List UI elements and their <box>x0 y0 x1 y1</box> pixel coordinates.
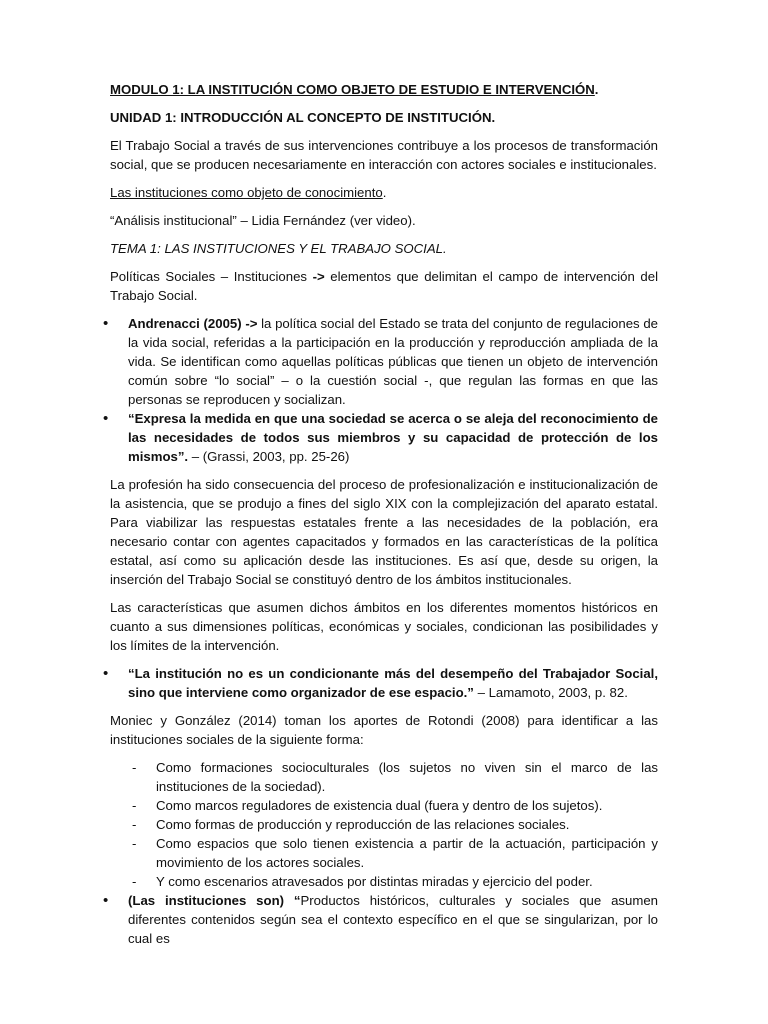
dash-item <box>110 758 658 796</box>
bullet-bold-text: “Expresa la medida en que una sociedad se acerca o se aleja del reconocimiento de las necesidades de todos sus miembros y su capacidad de protección de los mismos”. <box>128 411 658 464</box>
bullet-list-policies <box>103 314 658 466</box>
module-title-period: . <box>594 82 599 97</box>
dash-item <box>110 834 658 872</box>
section-heading <box>110 183 658 202</box>
bullet-bold-text: Andrenacci (2005) -> <box>128 316 258 331</box>
characteristics-paragraph: Las características que asumen dichos ámbitos en los diferentes momentos históricos en cuanto a sus dimensiones políticas, económicas y sociales, condicionan las posibilidades y los límites de la intervención. <box>110 600 658 653</box>
list-item <box>103 664 658 702</box>
bullet-icon: • <box>103 892 109 909</box>
theme-title: TEMA 1: LAS INSTITUCIONES Y EL TRABAJO SOCIAL. <box>110 241 447 256</box>
dash-item <box>110 796 658 815</box>
bullet-list-institution <box>103 664 658 702</box>
bullet-bold-text: “La institución no es un condicionante más del desempeño del Trabajador Social, sino que interviene como organizador de ese espacio.” <box>128 666 658 700</box>
list-item <box>103 891 659 948</box>
bullet-icon: • <box>103 410 109 427</box>
bullet-icon: • <box>103 315 109 332</box>
video-reference: “Análisis institucional” – Lidia Fernández (ver video). <box>110 213 416 228</box>
dash-item-text: Y como escenarios atravesados por distintas miradas y ejercicio del poder. <box>156 874 593 889</box>
dash-item-text: Como formas de producción y reproducción de las relaciones sociales. <box>156 817 570 832</box>
bullet-list-definition <box>103 891 659 948</box>
section-link: Las instituciones como objeto de conocimiento <box>110 185 383 200</box>
dash-list <box>110 758 658 891</box>
arrow-symbol: -> <box>312 269 325 284</box>
dash-item <box>110 815 658 834</box>
unit-title: UNIDAD 1: INTRODUCCIÓN AL CONCEPTO DE INSTITUCIÓN. <box>110 110 496 125</box>
intro-paragraph: El Trabajo Social a través de sus intervenciones contribuye a los procesos de transformación social, que se producen necesariamente en interacción con actores sociales e institucionales. <box>110 138 658 172</box>
bullet-text: – Lamamoto, 2003, p. 82. <box>473 685 628 700</box>
dash-icon: - <box>132 760 137 775</box>
dash-item-text: Como espacios que solo tienen existencia a partir de la actuación, participación y movimiento de los actores sociales. <box>156 836 658 870</box>
section-link-period: . <box>382 185 387 200</box>
module-title-text: MODULO 1: LA INSTITUCIÓN COMO OBJETO DE ESTUDIO E INTERVENCIÓN <box>110 82 595 97</box>
bullet-text: Productos históricos, culturales y sociales que asumen diferentes contenidos según sea el contexto específico en el que se singularizan, por lo cual es <box>128 893 659 946</box>
dash-icon: - <box>132 874 137 889</box>
dash-icon: - <box>132 836 137 851</box>
dash-item-text: Como formaciones socioculturales (los sujetos no viven sin el marco de las instituciones de la sociedad). <box>156 760 658 794</box>
policies-start: Políticas Sociales – Instituciones <box>110 269 313 284</box>
bullet-text: la política social del Estado se trata del conjunto de regulaciones de la vida social, referidas a la participación en la producción y reproducción ampliada de la vida. Se identifican como aquellas políticas públicas que tienen un objeto de intervención común sobre “lo social” – o la cuestión social -, que regulan las formas en que las personas se reproducen y socializan. <box>128 316 658 407</box>
bullet-icon: • <box>103 665 109 682</box>
dash-icon: - <box>132 817 137 832</box>
dash-item <box>110 872 658 891</box>
policies-paragraph <box>110 267 658 305</box>
list-item <box>103 314 658 409</box>
list-item <box>103 409 658 466</box>
bullet-bold-text: (Las instituciones son) “ <box>128 893 301 908</box>
moniec-paragraph: Moniec y González (2014) toman los aportes de Rotondi (2008) para identificar a las instituciones sociales de la siguiente forma: <box>110 713 658 747</box>
bullet-text: – (Grassi, 2003, pp. 25-26) <box>188 449 350 464</box>
profession-paragraph: La profesión ha sido consecuencia del proceso de profesionalización e institucionalización de la asistencia, que se produjo a fines del siglo XIX con la complejización del aparato estatal. Para viabilizar las respuestas estatales frente a las necesidades de la población, era necesario contar con agentes capacitados y formados en las características de la política estatal, así como su aplicación desde las instituciones. Es así que, desde su origen, la inserción del Trabajo Social se constituyó dentro de los ámbitos institucionales. <box>110 477 658 587</box>
dash-icon: - <box>132 798 137 813</box>
policies-end: elementos que delimitan el campo de intervención del Trabajo Social. <box>110 269 659 303</box>
module-title <box>110 80 658 99</box>
dash-item-text: Como marcos reguladores de existencia dual (fuera y dentro de los sujetos). <box>156 798 603 813</box>
